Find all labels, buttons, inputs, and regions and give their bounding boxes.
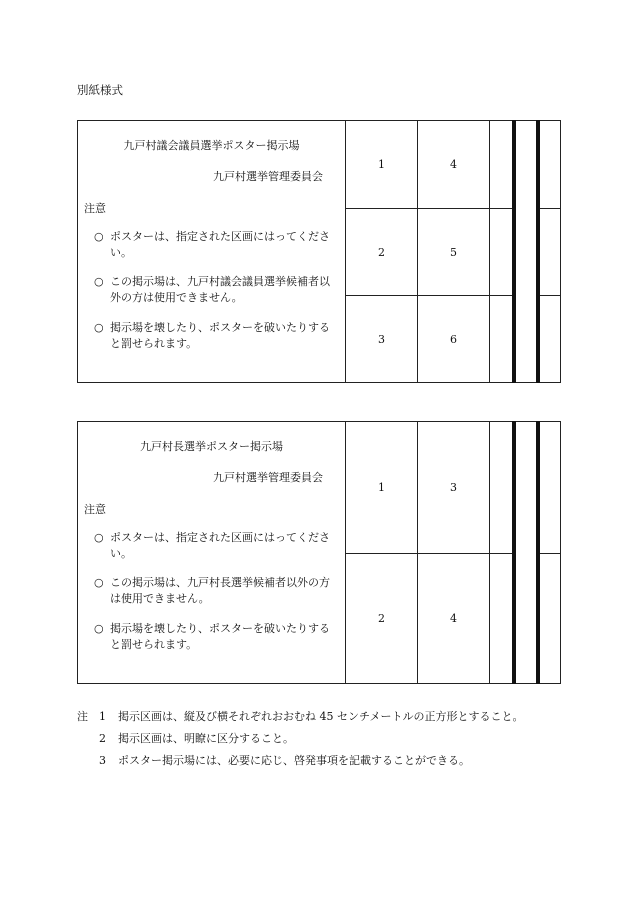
circle-mark-icon: ○ [94,321,104,334]
board-organization: 九戸村選挙管理委員会 [213,471,323,484]
circle-mark-icon: ○ [94,230,104,243]
divider-line [540,208,561,209]
notice-item [94,229,340,261]
note-label: 注意 [84,202,106,215]
form-heading: 別紙様式 [77,83,123,97]
board-organization: 九戸村選挙管理委員会 [213,170,323,183]
divider-cell [490,295,512,382]
notice-text: 掲示場を壊したり、ポスターを破いたりすると罰せられます。 [110,321,330,350]
extra-column [490,422,512,683]
extra-column [490,121,512,382]
poster-slot: 4 [418,553,489,683]
divider-cell [490,208,512,295]
footnote-number: 3 [99,754,106,767]
notice-item [94,320,340,352]
notice-item [94,621,340,653]
footnote-number: 1 [99,710,106,723]
slot-column [418,422,490,683]
footnote-text: ポスター掲示場には、必要に応じ、啓発事項を記載することができる。 [118,754,470,767]
notice-text: ポスターは、指定された区画にはってください。 [110,230,330,259]
poster-slot: 2 [346,208,417,295]
poster-slot: 1 [378,481,385,494]
footnote-label: 注 [77,710,88,723]
break-bar [512,120,516,383]
circle-mark-icon: ○ [94,531,104,544]
poster-slot: 2 [346,553,417,683]
notice-item [94,274,340,306]
board-title: 九戸村長選挙ポスター掲示場 [140,440,283,453]
footnote-number: 2 [99,732,106,745]
footnote-text: 掲示区画は、明瞭に区分すること。 [118,732,294,745]
poster-board-mayor [77,421,561,684]
poster-slot: 1 [378,158,385,171]
notice-text: この掲示場は、九戸村長選挙候補者以外の方は使用できません。 [110,576,330,605]
circle-mark-icon: ○ [94,576,104,589]
notice-text: 掲示場を壊したり、ポスターを破いたりすると罰せられます。 [110,622,330,651]
poster-slot: 5 [418,208,489,295]
circle-mark-icon: ○ [94,275,104,288]
note-label: 注意 [84,503,106,516]
board-title: 九戸村議会議員選挙ポスター掲示場 [123,139,300,152]
break-bar [512,421,516,684]
notice-text: ポスターは、指定された区画にはってください。 [110,531,330,560]
poster-slot: 6 [418,295,489,382]
notice-item [94,575,340,607]
break-bar [536,120,540,383]
divider-cell [490,553,512,683]
slot-column [346,121,418,382]
poster-slot: 3 [450,481,457,494]
circle-mark-icon: ○ [94,622,104,635]
slot-column [346,422,418,683]
footnote-text: 掲示区画は、縦及び横それぞれおおむね 45 センチメートルの正方形とすること。 [118,710,524,723]
board-info-panel [78,121,346,382]
divider-line [540,295,561,296]
poster-board-assembly [77,120,561,383]
board-info-panel [78,422,346,683]
notice-item [94,530,340,562]
poster-slot: 4 [450,158,457,171]
divider-line [540,553,561,554]
slot-column [418,121,490,382]
notice-text: この掲示場は、九戸村議会議員選挙候補者以外の方は使用できません。 [110,275,330,304]
poster-slot: 3 [346,295,417,382]
